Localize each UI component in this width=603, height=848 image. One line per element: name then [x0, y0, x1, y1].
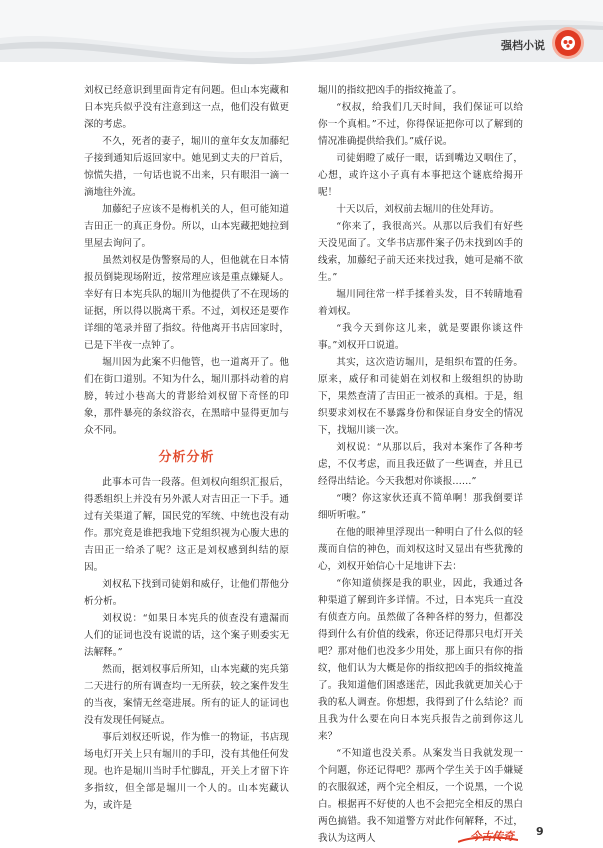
paragraph: 司徒娟瞪了威仔一眼，话到嘴边又咽住了，心想，或许这小子真有本事把这个谜底给揭开呢！ — [318, 153, 523, 198]
magazine-logo — [470, 828, 514, 844]
paragraph: 堀川同往常一样手揉着头发，目不转睛地看着刘权。 — [318, 289, 523, 317]
section-heading: 分析分析 — [158, 450, 215, 465]
page-header — [0, 0, 603, 70]
paragraph: “我今天到你这儿来，就是要跟你谈这件事。”刘权开口说道。 — [318, 323, 523, 351]
paragraph: 刘权说：“如果日本宪兵的侦查没有遗漏而人们的证词也没有说谎的话，这个案子则委实无法解释。” — [84, 613, 289, 658]
section-label: 强档小说 — [501, 39, 545, 52]
paragraph: 刘权已经意识到里面肯定有问题。但山本宪藏和日本宪兵似乎没有注意到这一点，他们没有做更深的考虑。 — [84, 85, 289, 130]
right-column — [318, 82, 523, 847]
paragraph: 刘权私下找到司徒娟和威仔，让他们帮他分析分析。 — [84, 579, 289, 607]
logo-text: 今古传奇 — [470, 830, 514, 843]
page-footer — [0, 818, 603, 848]
paragraph: “你来了，我很高兴。从那以后我们有好些天没见面了。文华书店那件案子仍未找到凶手的线索，加藤纪子前天还来找过我，她可是痛不欲生。” — [318, 221, 523, 283]
paragraph: 堀川因为此案不归他管，也一道离开了。他们在街口道别。不知为什么，堀川那抖动着的肩膀，转过小巷高大的背影给刘权留下奇怪的印象，那件暴亮的条纹浴衣，在黑暗中显得更加与众不同。 — [84, 357, 289, 436]
paragraph: 其实，这次造访堀川，是组织布置的任务。原来，威仔和司徒娟在刘权和上级组织的协助下，果然查清了吉田正一被杀的真相。于是，组织要求刘权在不暴露身份和保证自身安全的情况下，找堀川谈一次。 — [318, 357, 523, 436]
header-badge-icon — [555, 30, 581, 56]
paragraph: 虽然刘权是伪警察局的人，但他就在日本情报员倒毙现场附近，按常理应该是重点嫌疑人。幸好有日本宪兵队的堀川为他提供了不在现场的证据，所以得以脱离干系。不过，刘权还是要作详细的笔录并留了指纹。待他离开书店回家时，已是下半夜一点钟了。 — [84, 255, 289, 351]
paragraph: “不知道也没关系。从案发当日我就发现一个问题，你还记得吧？那两个学生关于凶手嫌疑的衣服叙述，两个完全相反，一个说黑，一个说白。根据再不好使的人也不会把完全相反的黑白两色搞错。我不知道警方对此作何解释，不过，我认为这两人 — [318, 748, 523, 844]
paragraph: 刘权说：“从那以后，我对本案作了各种考虑，不仅考虑，而且我还做了一些调查，并且已经得出结论。今天我想对你谈报……” — [318, 442, 523, 487]
header-swoosh — [0, 0, 603, 70]
logo-swash-icon — [458, 834, 518, 844]
left-column — [84, 82, 289, 814]
paragraph: 在他的眼神里浮现出一种明白了什么似的轻蔑而自信的神色，而刘权这时又显出有些犹豫的心，刘权开始信心十足地讲下去： — [318, 527, 523, 572]
paragraph: 十天以后，刘权前去堀川的住处拜访。 — [336, 204, 500, 215]
page-number: 9 — [536, 825, 544, 838]
paragraph: 加藤纪子应该不是梅机关的人，但可能知道吉田正一的真正身份。所以，山本宪藏把她拉到里屋去询问了。 — [84, 204, 289, 249]
paragraph: “权叔，给我们几天时间，我们保证可以给你一个真相。”不过，你得保证把你可以了解到的情况准确提供给我们。”威仔说。 — [318, 102, 523, 147]
paragraph: 不久，死者的妻子，堀川的童年女友加藤纪子接到通知后返回家中。她见到丈夫的尸首后，惊慌失措，一句话也说不出来，只有眼泪一滴一滴地往外流。 — [84, 136, 289, 198]
paragraph: “你知道侦探是我的职业，因此，我通过各种渠道了解到许多详情。不过，日本宪兵一直没有侦查方向。虽然做了各种各样的努力，但都没得到什么有价值的线索，你还记得那只电灯开关吧？那对他们也没多少用处，那上面只有你的指纹，他们认为大概是你的指纹把凶手的指纹掩盖了。我知道他们困惑迷茫，因此我就更加关心于我的私人调查。你想想，我得到了什么结论？而且我为什么要在向日本宪兵报告之前到你这儿来？ — [318, 578, 523, 742]
paragraph: “噢？你这家伙还真不简单啊！那我倒要详细听听啦。” — [318, 493, 523, 521]
paragraph: 堀川的指纹把凶手的指纹掩盖了。 — [318, 85, 462, 96]
paragraph: 事后刘权还听说，作为惟一的物证，书店现场电灯开关上只有堀川的手印，没有其他任何发现。也许是堀川当时手忙脚乱，开关上才留下许多指纹，但全部是堀川一个人的。山本宪藏认为，或许是 — [84, 732, 289, 811]
paragraph: 此事本可告一段落。但刘权向组织汇报后，得悉组织上并没有另外派人对吉田正一下手。通过有关渠道了解，国民党的军统、中统也没有动作。那究竟是谁把我地下党组织视为心腹大患的吉田正一给杀了呢？这正是刘权感到纠结的原因。 — [84, 477, 289, 573]
paragraph: 然而，据刘权事后所知，山本宪藏的宪兵第二天进行的所有调查均一无所获，较之案件发生的当夜，案情无丝毫进展。所有的证人的证词也没有发现任何疑点。 — [84, 664, 289, 726]
